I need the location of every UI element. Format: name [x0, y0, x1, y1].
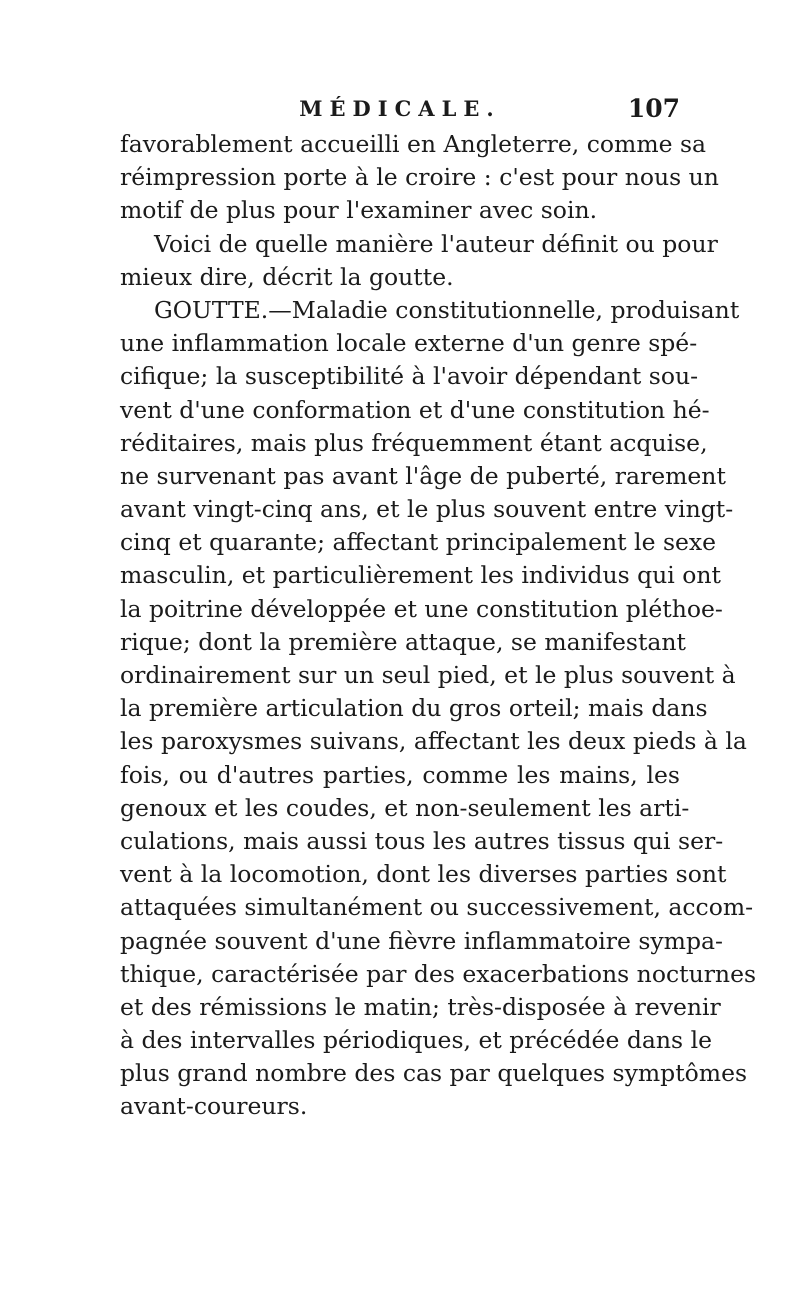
text-line: pagnée souvent d'une fièvre inflammatoire sympa-	[120, 926, 723, 955]
text-line: et des rémissions le matin; très-disposée à revenir	[120, 992, 721, 1021]
text-line: avant vingt-cinq ans, et le plus souvent entre vingt-	[120, 495, 734, 524]
text-line: mieux dire, décrit la goutte.	[120, 262, 454, 291]
text-line: Voici de quelle manière l'auteur définit ou pour	[154, 229, 718, 258]
text-line: culations, mais aussi tous les autres tissus qui ser-	[120, 826, 724, 855]
text-line: cinq et quarante; affectant principalement le sexe	[120, 528, 717, 557]
text-line: réditaires, mais plus fréquemment étant acquise,	[120, 428, 708, 457]
running-head: MÉDICALE.	[299, 96, 501, 121]
page-number: 107	[627, 94, 680, 123]
text-line: vent d'une conformation et d'une constitution hé-	[120, 395, 710, 424]
text-line: une inflammation locale externe d'un genre spé-	[120, 329, 698, 358]
text-line: cifique; la susceptibilité à l'avoir dépendant sou-	[120, 362, 699, 391]
text-line: plus grand nombre des cas par quelques symptômes	[120, 1059, 748, 1088]
text-line: motif de plus pour l'examiner avec soin.	[120, 196, 598, 225]
text-line: favorablement accueilli en Angleterre, comme sa	[120, 130, 707, 158]
text-line: la poitrine développée et une constitution pléthoe-	[120, 594, 723, 623]
body-text	[120, 128, 757, 1124]
text-line: la première articulation du gros orteil; mais dans	[120, 694, 708, 723]
page-header	[120, 92, 680, 128]
text-line: les paroxysmes suivans, affectant les deux pieds à la	[120, 727, 747, 756]
text-line: thique, caractérisée par des exacerbations nocturnes	[120, 959, 757, 988]
text-line: fois, ou d'autres parties, comme les mains, les	[120, 760, 680, 789]
text-line: réimpression porte à le croire : c'est pour nous un	[120, 163, 719, 192]
text-line: vent à la locomotion, dont les diverses parties sont	[120, 860, 727, 889]
text-line: attaquées simultanément ou successivement, accom-	[120, 893, 754, 922]
text-line: masculin, et particulièrement les individus qui ont	[120, 561, 721, 590]
text-line: GOUTTE.—Maladie constitutionnelle, produisant	[154, 295, 740, 324]
text-line: genoux et les coudes, et non-seulement les arti-	[120, 793, 690, 822]
text-line: à des intervalles périodiques, et précédée dans le	[120, 1026, 712, 1055]
text-line: ne survenant pas avant l'âge de puberté, rarement	[120, 461, 726, 490]
text-line: rique; dont la première attaque, se manifestant	[120, 627, 686, 656]
text-line: ordinairement sur un seul pied, et le plus souvent à	[120, 661, 736, 689]
text-line: avant-coureurs.	[120, 1092, 308, 1121]
